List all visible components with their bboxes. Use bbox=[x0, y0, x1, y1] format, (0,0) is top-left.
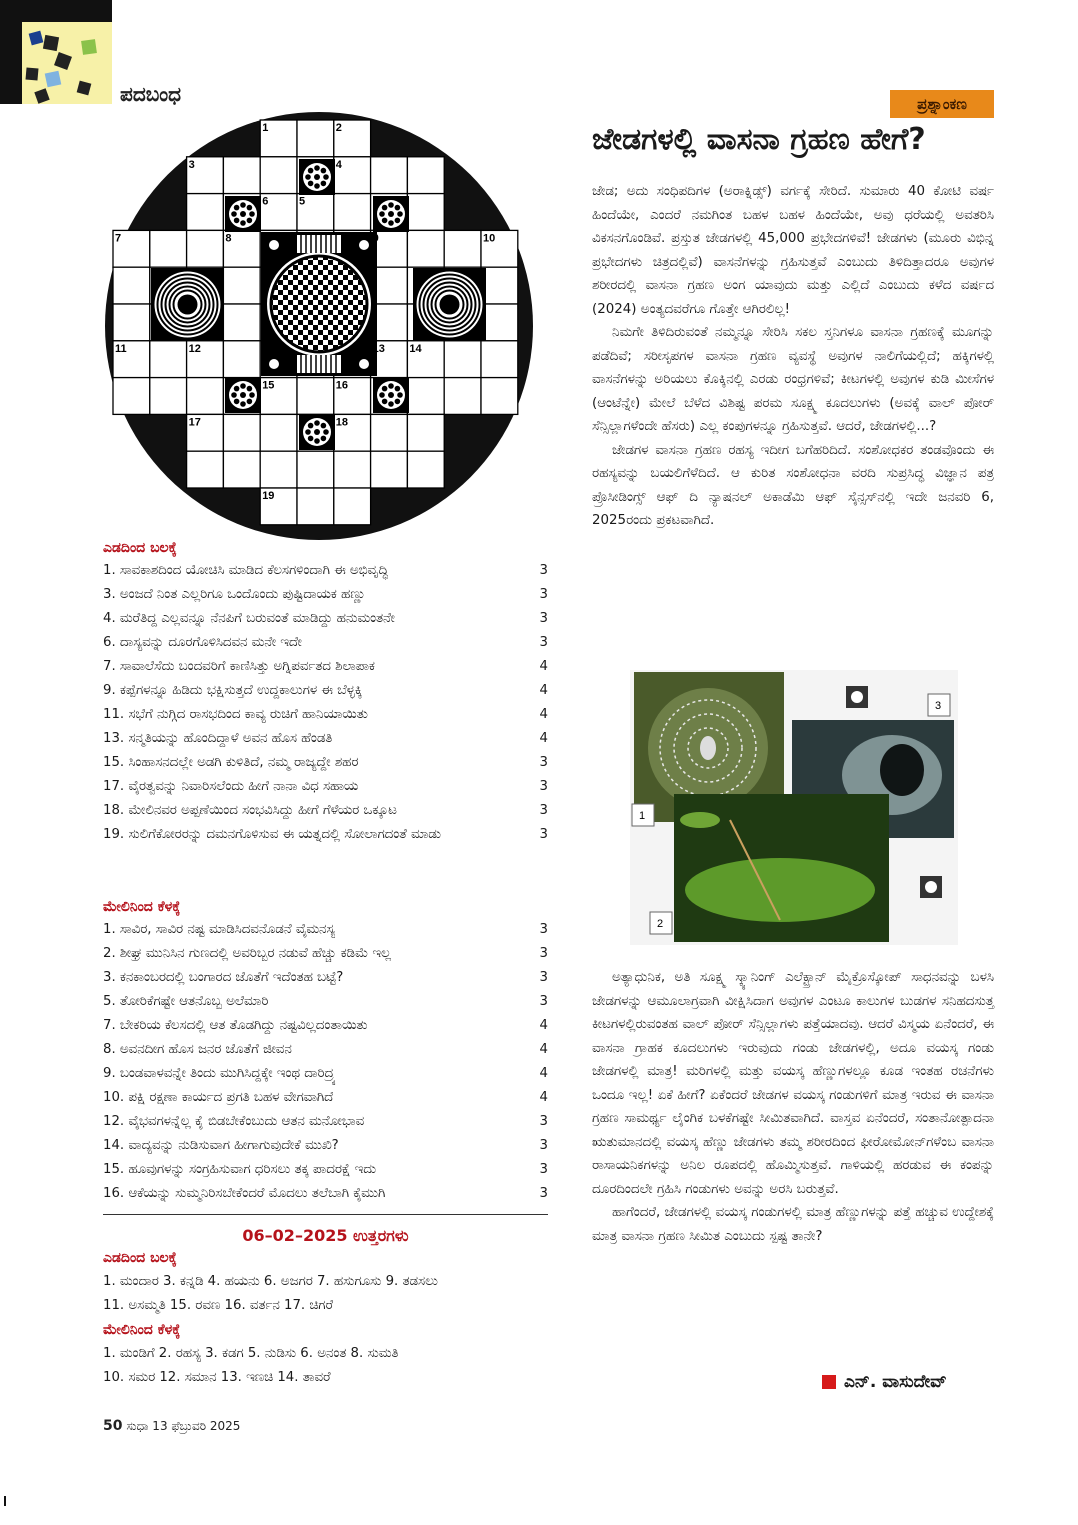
crossword-cell bbox=[371, 157, 408, 194]
article-body-top bbox=[592, 180, 994, 533]
puzzle-logo bbox=[0, 0, 112, 104]
clue-letter-count: 4 bbox=[539, 707, 548, 722]
across-clues bbox=[103, 537, 548, 847]
crossword-cell bbox=[223, 267, 260, 304]
cell-number: 10 bbox=[483, 232, 496, 245]
clue-text: 19. ಸುಲಿಗೆಕೋರರನ್ನು ದಮನಗೊಳಿಸುವ ಈ ಯತ್ನದಲ್ಲಿ ಸೋಲಾಗದಂತೆ ಮಾಡು bbox=[103, 827, 441, 842]
photo-label-1: 1 bbox=[639, 810, 646, 822]
crossword-cell bbox=[407, 451, 444, 488]
crossword-cell bbox=[444, 378, 481, 415]
crossword-cell bbox=[371, 414, 408, 451]
byline bbox=[822, 1372, 947, 1392]
clue-text: 17. ವೈರತ್ವವನ್ನು ನಿವಾರಿಸಲೆಂದು ಹೀಗೆ ನಾನಾ ವಿಧ ಸಹಾಯ bbox=[103, 779, 359, 794]
clue-row bbox=[103, 1038, 548, 1062]
crossword-cell bbox=[187, 230, 224, 267]
logo-background bbox=[22, 22, 112, 104]
crossword-cell bbox=[444, 230, 481, 267]
crossword-cell bbox=[481, 304, 518, 341]
byline-square-icon bbox=[822, 1375, 836, 1389]
crossword-cell bbox=[113, 267, 150, 304]
page-footer bbox=[103, 1418, 240, 1434]
crossword-cell bbox=[150, 230, 187, 267]
down-clues bbox=[103, 896, 548, 1206]
clue-text: 14. ವಾದ್ಯವನ್ನು ನುಡಿಸುವಾಗ ಹೀಗಾಗುವುದೇಕೆ ಮುಖಿ? bbox=[103, 1138, 339, 1153]
clue-row bbox=[103, 775, 548, 799]
crossword-cell bbox=[481, 378, 518, 415]
cell-number: 9 bbox=[372, 232, 379, 245]
clue-letter-count: 4 bbox=[539, 731, 548, 746]
clue-text: 7. ಬೇಕರಿಯ ಕೆಲಸದಲ್ಲಿ ಆತ ತೊಡಗಿದ್ದು ನಷ್ಟವಿಲ್ಲದಂತಾಯಿತು bbox=[103, 1018, 368, 1033]
clue-row bbox=[103, 703, 548, 727]
cell-number: 4 bbox=[335, 158, 342, 171]
crossword-cell bbox=[334, 488, 371, 525]
photo-label-2: 2 bbox=[657, 918, 664, 930]
crossword-cell bbox=[150, 378, 187, 415]
clue-text: 9. ಕಪ್ಪೆಗಳನ್ನೂ ಹಿಡಿದು ಭಕ್ಷಿಸುತ್ತದೆ ಉದ್ದಕಾಲುಗಳ ಈ ಬೆಳ್ಳಕ್ಕಿ bbox=[103, 683, 363, 698]
clue-letter-count: 4 bbox=[539, 1042, 548, 1057]
clue-row bbox=[103, 1110, 548, 1134]
crossword-cell bbox=[223, 414, 260, 451]
crop-mark bbox=[4, 1496, 6, 1506]
answers-down-line: 1. ಮಂಡಿಗೆ 2. ರಹಸ್ಯ 3. ಕಡಗ 5. ನುಡಿಸು 6. ಅನಂತ 8. ಸುಮತಿ bbox=[103, 1346, 399, 1361]
cell-number: 6 bbox=[262, 195, 269, 208]
clue-letter-count: 3 bbox=[539, 1186, 548, 1201]
clue-row bbox=[103, 583, 548, 607]
cell-number: 17 bbox=[188, 416, 201, 429]
clue-text: 1. ಸಾವಕಾಶದಿಂದ ಯೋಚಿಸಿ ಮಾಡಿದ ಕೆಲಸಗಳಿಂದಾಗಿ ಈ ಅಭಿವೃದ್ಧಿ bbox=[103, 563, 389, 578]
clue-row bbox=[103, 1086, 548, 1110]
crossword-cell bbox=[334, 194, 371, 231]
clue-letter-count: 3 bbox=[539, 970, 548, 985]
clue-row bbox=[103, 559, 548, 583]
paragraph: ಜೇಡಗಳ ವಾಸನಾ ಗ್ರಹಣ ರಹಸ್ಯ ಇದೀಗ ಬಗೆಹರಿದಿದೆ. ಸಂಶೋಧಕರ ತಂಡವೊಂದು ಈ ರಹಸ್ಯವನ್ನು ಬಯಲಿಗೆಳೆದಿದೆ. ಆ ಕುರಿತ ಸಂಶೋಧನಾ ವರದಿ ಸುಪ್ರಸಿದ್ಧ ವಿಜ್ಞಾನ ಪತ್ರ ಪ್ರೊಸೀಡಿಂಗ್ಸ್ ಆಫ್ ದಿ ನ್ಯಾಷನಲ್ ಅಕಾಡೆಮಿ ಆಫ್ ಸೈನ್ಸಸ್‌ನಲ್ಲಿ ಇದೇ ಜನವರಿ 6, 2025ರಂದು ಪ್ರಕಟವಾಗಿದೆ. bbox=[592, 442, 994, 528]
clue-text: 10. ಪಕ್ಷಿ ರಕ್ಷಣಾ ಕಾರ್ಯದ ಪ್ರಗತಿ ಬಹಳ ವೇಗವಾಗಿದೆ bbox=[103, 1090, 334, 1105]
clue-row bbox=[103, 799, 548, 823]
crossword-cell bbox=[113, 378, 150, 415]
down-clue-list bbox=[103, 918, 548, 1206]
clue-letter-count: 4 bbox=[539, 1090, 548, 1105]
cell-number: 14 bbox=[409, 342, 422, 355]
article-headline: ಜೇಡಗಳಲ್ಲಿ ವಾಸನಾ ಗ್ರಹಣ ಹೇಗೆ? bbox=[592, 122, 926, 157]
clue-text: 1. ಸಾವಿರ, ಸಾವಿರ ನಷ್ಟ ಮಾಡಿಸಿದವನೊಡನೆ ವೈಮನಸ್ಯ bbox=[103, 922, 336, 937]
crossword-cell bbox=[187, 378, 224, 415]
across-clue-list bbox=[103, 559, 548, 847]
clue-row bbox=[103, 918, 548, 942]
crossword-cell bbox=[297, 488, 334, 525]
down-heading: ಮೇಲಿನಿಂದ ಕೆಳಕ್ಕೆ bbox=[103, 899, 181, 915]
crossword-cell bbox=[297, 378, 334, 415]
clue-text: 9. ಬಂಡವಾಳವನ್ನೇ ತಿಂದು ಮುಗಿಸಿದ್ದಕ್ಕೇ ಇಂಥ ದಾರಿದ್ರ್ಯ bbox=[103, 1066, 337, 1081]
clue-text: 7. ಸಾವಾಲೆಸೆದು ಬಂದವರಿಗೆ ಕಾಣಿಸಿತ್ತು ಅಗ್ನಿಪರ್ವತದ ಶಿಲಾಪಾಕ bbox=[103, 659, 375, 674]
crossword-cell bbox=[260, 157, 297, 194]
clue-text: 11. ಸಭೆಗೆ ನುಗ್ಗಿದ ರಾಸಭದಿಂದ ಕಾವ್ಯ ರುಚಿಗೆ ಹಾನಿಯಾಯಿತು bbox=[103, 707, 368, 722]
clue-letter-count: 3 bbox=[539, 755, 548, 770]
cell-number: 16 bbox=[335, 379, 349, 392]
crossword-cell bbox=[481, 341, 518, 378]
clue-letter-count: 3 bbox=[539, 994, 548, 1009]
author-name: ಎನ್. ವಾಸುದೇವ್ bbox=[844, 1372, 947, 1392]
cell-number: 11 bbox=[115, 342, 127, 355]
cell-number: 19 bbox=[262, 490, 275, 502]
clue-row bbox=[103, 631, 548, 655]
cell-number: 1 bbox=[262, 122, 269, 134]
cell-number: 3 bbox=[188, 158, 195, 171]
clue-letter-count: 3 bbox=[539, 922, 548, 937]
crossword-cell bbox=[407, 194, 444, 231]
clue-row bbox=[103, 990, 548, 1014]
crossword-cell bbox=[223, 304, 260, 341]
clue-text: 18. ಮೇಲಿನವರ ಅಪ್ಪಣೆಯಿಂದ ಸಂಭವಿಸಿದ್ದು ಹೀಗೆ ಗೆಳೆಯರ ಒಕ್ಕೂಟ bbox=[103, 803, 397, 818]
column-tag: ಪ್ರಶ್ನಾಂಕಣ bbox=[890, 90, 994, 118]
clue-row bbox=[103, 655, 548, 679]
answers-across-heading: ಎಡದಿಂದ ಬಲಕ್ಕೆ bbox=[103, 1250, 177, 1266]
crossword-cell bbox=[407, 230, 444, 267]
paragraph: ಹಾಗೆಂದರೆ, ಜೇಡಗಳಲ್ಲಿ ವಯಸ್ಕ ಗಂಡುಗಳಲ್ಲಿ ಮಾತ್ರ ಹೆಣ್ಣುಗಳನ್ನು ಪತ್ತೆ ಹಚ್ಚುವ ಉದ್ದೇಶಕ್ಕೆ ಮಾತ್ರ ವಾಸನಾ ಗ್ರಹಣ ಸೀಮಿತ ಎಂಬುದು ಸ್ಪಷ್ಟ ತಾನೇ? bbox=[592, 1205, 994, 1244]
crossword-cell bbox=[407, 378, 444, 415]
clue-letter-count: 4 bbox=[539, 659, 548, 674]
answers-across-line: 11. ಅಸಮ್ಮತಿ 15. ರವಣ 16. ವರ್ತನ 17. ಚಿಗರೆ bbox=[103, 1298, 334, 1313]
answers-across-line: 1. ಮಂದಾರ 3. ಕನ್ನಡಿ 4. ಹಯನು 6. ಅಜಗರ 7. ಹಸುಗೂಸು 9. ತಡಸಲು bbox=[103, 1274, 438, 1289]
clue-text: 3. ಅಂಜದೆ ನಿಂತ ಎಲ್ಲರಿಗೂ ಒಂದೊಂದು ಪುಷ್ಟಿದಾಯಕ ಹಣ್ಣು bbox=[103, 587, 366, 602]
cell-number: 15 bbox=[262, 379, 275, 392]
clue-row bbox=[103, 823, 548, 847]
clue-letter-count: 4 bbox=[539, 1066, 548, 1081]
crossword-cell bbox=[260, 414, 297, 451]
cell-number: 13 bbox=[372, 342, 385, 355]
clue-letter-count: 3 bbox=[539, 803, 548, 818]
clue-text: 4. ಮರೆತಿದ್ದ ಎಲ್ಲವನ್ನೂ ನೆನಪಿಗೆ ಬರುವಂತೆ ಮಾಡಿದ್ದು ಹನುಮಂತನೇ bbox=[103, 611, 395, 626]
answers-down-line: 10. ಸಮರ 12. ಸಮಾನ 13. ಇಣಚಿ 14. ತಾವರೆ bbox=[103, 1370, 331, 1385]
section-title: ಪದಬಂಧ bbox=[120, 82, 182, 106]
clue-text: 13. ಸನ್ಮತಿಯನ್ನು ಹೊಂದಿದ್ದಾಳೆ ಅವನ ಹೊಸ ಹೆಂಡತಿ bbox=[103, 731, 333, 746]
clue-letter-count: 3 bbox=[539, 635, 548, 650]
clue-text: 5. ತೋರಿಕೆಗಷ್ಟೇ ಆತನೊಬ್ಬ ಅಲೆಮಾರಿ bbox=[103, 994, 269, 1009]
clue-text: 2. ಶೀಘ್ರ ಮುನಿಸಿನ ಗುಣದಲ್ಲಿ ಅವರಿಬ್ಬರ ನಡುವೆ ಹೆಚ್ಚು ಕಡಿಮೆ ಇಲ್ಲ bbox=[103, 946, 392, 961]
crossword-cell bbox=[187, 194, 224, 231]
clue-letter-count: 3 bbox=[539, 563, 548, 578]
photo-label-3: 3 bbox=[935, 700, 942, 712]
footer-text: ಸುಧಾ 13 ಫೆಬ್ರುವರಿ 2025 bbox=[126, 1419, 241, 1433]
clue-letter-count: 4 bbox=[539, 1018, 548, 1033]
cell-number: 2 bbox=[335, 122, 342, 134]
clue-text: 6. ದಾಸ್ಯವನ್ನು ದೂರಗೊಳಿಸಿದವನ ಮನೇ ಇದೇ bbox=[103, 635, 302, 650]
clue-letter-count: 3 bbox=[539, 1162, 548, 1177]
page-number: 50 bbox=[103, 1418, 123, 1434]
answers-down-heading: ಮೇಲಿನಿಂದ ಕೆಳಕ್ಕೆ bbox=[103, 1322, 181, 1338]
spider-photo-collage bbox=[630, 670, 958, 945]
crossword-grid bbox=[103, 110, 535, 542]
crossword-cell bbox=[444, 341, 481, 378]
cell-number: 5 bbox=[299, 195, 306, 208]
clue-letter-count: 3 bbox=[539, 1114, 548, 1129]
clue-text: 8. ಅವನದೀಗ ಹೊಸ ಜನರ ಜೊತೆಗೆ ಜೀವನ bbox=[103, 1042, 292, 1057]
crossword-cell bbox=[187, 451, 224, 488]
clue-row bbox=[103, 679, 548, 703]
clue-row bbox=[103, 1158, 548, 1182]
clue-text: 15. ಸಿಂಹಾಸನದಲ್ಲೇ ಅಡಗಿ ಕುಳಿತಿದೆ, ನಮ್ಮ ರಾಜ್ಯದ್ದೇ ಶಹರ bbox=[103, 755, 359, 770]
crossword-cell bbox=[407, 157, 444, 194]
clue-row bbox=[103, 607, 548, 631]
clue-letter-count: 3 bbox=[539, 779, 548, 794]
crossword-cell bbox=[113, 304, 150, 341]
cell-number: 7 bbox=[115, 232, 122, 245]
clue-letter-count: 3 bbox=[539, 827, 548, 842]
crossword-cell bbox=[150, 341, 187, 378]
crossword-cell bbox=[371, 451, 408, 488]
crossword-cell bbox=[223, 157, 260, 194]
cell-number: 8 bbox=[225, 232, 232, 245]
crossword-cell bbox=[223, 341, 260, 378]
clue-row bbox=[103, 1014, 548, 1038]
clue-text: 15. ಹೂವುಗಳನ್ನು ಸಂಗ್ರಹಿಸುವಾಗ ಧರಿಸಲು ತಕ್ಕ ಪಾದರಕ್ಷೆ ಇದು bbox=[103, 1162, 377, 1177]
clue-row bbox=[103, 751, 548, 775]
clue-letter-count: 3 bbox=[539, 587, 548, 602]
paragraph: ಅತ್ಯಾಧುನಿಕ, ಅತಿ ಸೂಕ್ಷ್ಮ ಸ್ಕ್ಯಾನಿಂಗ್ ಎಲೆಕ್ಟ್ರಾನ್ ಮೈಕ್ರೊಸ್ಕೋಪ್ ಸಾಧನವನ್ನು ಬಳಸಿ ಜೇಡಗಳನ್ನು ಆಮೂಲಾಗ್ರವಾಗಿ ವೀಕ್ಷಿಸಿದಾಗ ಅವುಗಳ ಎಂಟೂ ಕಾಲುಗಳ ಬುಡಗಳ ಸನಿಹದಸುತ್ತ ಕೀಟಗಳಲ್ಲಿರುವಂತಹ ವಾಲ್ ಪೋರ್ ಸೆನ್ಸಿಲ್ಲಾಗಳು ಪತ್ತೆಯಾದವು. ಆದರೆ ವಿಸ್ಮಯ ಏನೆಂದರೆ, ಈ ವಾಸನಾ ಗ್ರಾಹಕ ಕೂದಲುಗಳು ಇರುವುದು ಗಂಡು ಜೇಡಗಳಲ್ಲಿ, ಅದೂ ವಯಸ್ಕ ಗಂಡು ಜೇಡಗಳಲ್ಲಿ ಮಾತ್ರ! ಮರಿಗಳಲ್ಲಿ ಮತ್ತು ವಯಸ್ಕ ಹೆಣ್ಣುಗಳಲ್ಲೂ ಕೂಡ ಇಂತಹ ರಚನೆಗಳು ಒಂದೂ ಇಲ್ಲ! ಏಕೆ ಹೀಗೆ? ಏಕೆಂದರೆ ಜೇಡಗಳ ವಯಸ್ಕ ಗಂಡುಗಳಿಗೆ ಮಾತ್ರ ಇರುವ ಈ ವಾಸನಾ ಗ್ರಹಣ ಸಾಮರ್ಥ್ಯ ಲೈಂಗಿಕ ಬಳಕೆಗಷ್ಟೇ ಸೀಮಿತವಾಗಿದೆ. ವಾಸ್ತವ ಏನೆಂದರೆ, ಸಂತಾನೋತ್ಪಾದನಾ ಋತುಮಾನದಲ್ಲಿ ವಯಸ್ಕ ಹೆಣ್ಣು ಜೇಡಗಳು ತಮ್ಮ ಶರೀರದಿಂದ ಫೀರೋಮೋನ್‌ಗಳೆಂಬ ವಾಸನಾ ರಾಸಾಯನಿಕಗಳನ್ನು ಅನಿಲ ರೂಪದಲ್ಲಿ ಹೊಮ್ಮಿಸುತ್ತವೆ. ಗಾಳಿಯಲ್ಲಿ ಹರಡುವ ಈ ಕಂಪನ್ನು ದೂರದಿಂದಲೇ ಗ್ರಹಿಸಿ ಗಂಡುಗಳು ಅವನ್ನು ಅರಸಿ ಬರುತ್ತವೆ. bbox=[592, 970, 994, 1197]
crossword-cell bbox=[297, 120, 334, 157]
clue-letter-count: 3 bbox=[539, 946, 548, 961]
crossword-cell bbox=[297, 451, 334, 488]
crossword-cell bbox=[223, 451, 260, 488]
clue-text: 12. ವೈಭವಗಳನ್ನೆಲ್ಲ ಕೈ ಬಿಡಬೇಕೆಂಬುದು ಆತನ ಮನೋಭಾವ bbox=[103, 1114, 365, 1129]
crossword-cell bbox=[334, 451, 371, 488]
clue-row bbox=[103, 1062, 548, 1086]
divider bbox=[103, 1214, 548, 1215]
across-heading: ಎಡದಿಂದ ಬಲಕ್ಕೆ bbox=[103, 540, 177, 556]
paragraph: ನಿಮಗೇ ತಿಳಿದಿರುವಂತೆ ನಮ್ಮನ್ನೂ ಸೇರಿಸಿ ಸಕಲ ಸ್ತನಿಗಳೂ ವಾಸನಾ ಗ್ರಹಣಕ್ಕೆ ಮೂಗನ್ನು ಪಡೆದಿವೆ; ಸರೀಸೃಪಗಳ ವಾಸನಾ ಗ್ರಹಣ ವ್ಯವಸ್ಥೆ ಅವುಗಳ ನಾಲಿಗೆಯಲ್ಲಿದೆ; ಹಕ್ಕಿಗಳಲ್ಲಿ ವಾಸನೆಗಳನ್ನು ಅರಿಯಲು ಕೊಕ್ಕಿನಲ್ಲಿ ಎರಡು ರಂಧ್ರಗಳಿವೆ; ಕೀಟಗಳಲ್ಲಿ ಅವುಗಳ ಕುಡಿ ಮೀಸೆಗಳ (ಆಂಟೆನ್ನೇ) ಮೇಲೆ ಬೆಳೆದ ವಿಶಿಷ್ಟ ಪರಮ ಸೂಕ್ಷ್ಮ ಕೂದಲುಗಳು (ಅವಕ್ಕೆ ವಾಲ್ ಪೋರ್ ಸೆನ್ಸಿಲ್ಲಾಗಳೆಂದೇ ಹೆಸರು) ಎಲ್ಲ ಕಂಪುಗಳನ್ನೂ ಗ್ರಹಿಸುತ್ತವೆ. ಆದರೆ, ಜೇಡಗಳಲ್ಲಿ...? bbox=[592, 325, 994, 434]
paragraph: ಜೇಡ; ಅದು ಸಂಧಿಪದಿಗಳ (ಅರಾಕ್ನಿಡ್ಸ್) ವರ್ಗಕ್ಕೆ ಸೇರಿದೆ. ಸುಮಾರು 40 ಕೋಟಿ ವರ್ಷ ಹಿಂದೆಯೇ, ಎಂದರೆ ನಮಗಿಂತ ಬಹಳ ಬಹಳ ಹಿಂದೆಯೇ, ಅವು ಧರೆಯಲ್ಲಿ ಅವತರಿಸಿ ವಿಕಸನಗೊಂಡಿವೆ. ಪ್ರಸ್ತುತ ಜೇಡಗಳಲ್ಲಿ 45,000 ಪ್ರಭೇದಗಳಿವೆ! ಜೇಡಗಳು (ಮೂರು ವಿಭಿನ್ನ ಪ್ರಭೇದಗಳು ಚಿತ್ರದಲ್ಲಿವೆ) ವಾಸನೆಗಳನ್ನು ಗ್ರಹಿಸುತ್ತವೆ ಎಂಬುದು ತಿಳಿದಿತ್ತಾದರೂ ಅವುಗಳ ಶರೀರದಲ್ಲಿ ವಾಸನಾ ಗ್ರಹಣ ಅಂಗ ಯಾವುದು ಮತ್ತು ಎಲ್ಲಿದೆ ಎಂಬುದು ಕಳೆದ ವರ್ಷದ (2024) ಅಂತ್ಯದವರೆಗೂ ಗೊತ್ತೇ ಆಗಿರಲಿಲ್ಲ! bbox=[592, 184, 994, 317]
clue-text: 16. ಆಕೆಯನ್ನು ಸುಮ್ಮನಿರಿಸಬೇಕೆಂದರೆ ಮೊದಲು ತಲೆಬಾಗಿ ಕೈಮುಗಿ bbox=[103, 1186, 386, 1201]
crossword-cell bbox=[481, 267, 518, 304]
crossword-cell bbox=[407, 414, 444, 451]
clue-text: 3. ಕನಕಾಂಬರದಲ್ಲಿ ಬಂಗಾರದ ಜೊತೆಗೆ ಇದೆಂತಹ ಬಟ್ಟೆ? bbox=[103, 970, 344, 985]
crossword-cell bbox=[260, 451, 297, 488]
cell-number: 12 bbox=[188, 342, 201, 355]
article-body-bottom bbox=[592, 966, 994, 1248]
clue-row bbox=[103, 1134, 548, 1158]
clue-letter-count: 3 bbox=[539, 611, 548, 626]
clue-row bbox=[103, 1182, 548, 1206]
answers-title: 06–02–2025 ಉತ್ತರಗಳು bbox=[242, 1226, 409, 1245]
clue-row bbox=[103, 727, 548, 751]
clue-letter-count: 4 bbox=[539, 683, 548, 698]
clue-row bbox=[103, 966, 548, 990]
clue-letter-count: 3 bbox=[539, 1138, 548, 1153]
clue-row bbox=[103, 942, 548, 966]
cell-number: 18 bbox=[335, 416, 349, 429]
